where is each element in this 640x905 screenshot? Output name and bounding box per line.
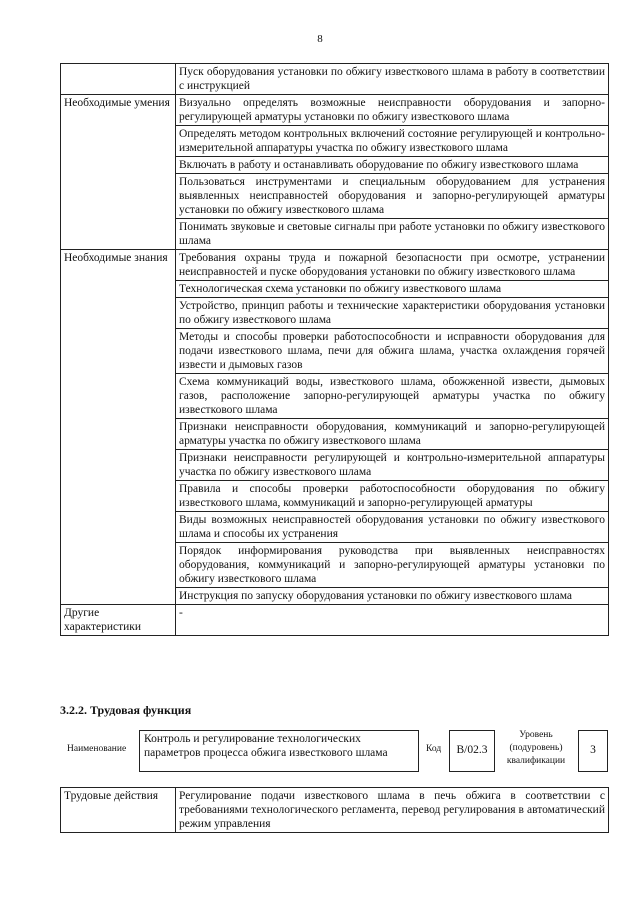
actions-label: Трудовые действия xyxy=(61,788,176,833)
table-row xyxy=(61,605,609,636)
actions-value: Регулирование подачи известкового шлама в печь обжига в соответствии с требованиями технологического регламента, перевод регулирования в автоматический режим управления xyxy=(176,788,609,833)
competency-table xyxy=(60,63,609,636)
knowledge-item: Технологическая схема установки по обжигу известкового шлама xyxy=(176,281,609,298)
knowledge-item: Признаки неисправности регулирующей и контрольно-измерительной аппаратуры участка по обжигу известкового шлама xyxy=(176,450,609,481)
table-row xyxy=(61,250,609,281)
knowledge-label: Необходимые знания xyxy=(61,250,176,605)
empty-label-cell xyxy=(61,64,176,95)
knowledge-item: Правила и способы проверки работоспособности оборудования по обжигу известкового шлама, коммуникаций и запорно-регулирующей арматуры xyxy=(176,481,609,512)
knowledge-item: Порядок информирования руководства при выявленных неисправностях оборудования, коммуникаций и запорно-регулирующей арматуры установки по обжигу известкового шлама xyxy=(176,543,609,588)
labor-actions-table xyxy=(60,787,609,833)
knowledge-item: Методы и способы проверки работоспособности и исправности оборудования для подачи известкового шлама, печи для обжига шлама, участка охлаждения горячей извести и дымовых газов xyxy=(176,329,609,374)
skill-item: Визуально определять возможные неисправности оборудования и запорно-регулирующей арматуры установки по обжигу известкового шлама xyxy=(176,95,609,126)
page-number: 8 xyxy=(317,33,323,45)
function-name-box: Контроль и регулирование технологических параметров процесса обжига известкового шлама xyxy=(139,730,419,772)
code-value-box: B/02.3 xyxy=(449,730,495,772)
continuation-item: Пуск оборудования установки по обжигу известкового шлама в работу в соответствии с инструкцией xyxy=(176,64,609,95)
knowledge-item: Инструкция по запуску оборудования установки по обжигу известкового шлама xyxy=(176,588,609,605)
section-heading: 3.2.2. Трудовая функция xyxy=(60,703,192,717)
skills-label: Необходимые умения xyxy=(61,95,176,250)
level-label: Уровень (подуровень) квалификации xyxy=(506,730,566,766)
table-row xyxy=(61,95,609,126)
table-row xyxy=(61,788,609,833)
skill-item: Определять методом контрольных включений состояние регулирующей и контрольно-измерительной аппаратуры участка по обжигу известкового шлама xyxy=(176,126,609,157)
table-row xyxy=(61,64,609,95)
name-label: Наименование xyxy=(67,744,127,754)
knowledge-item: Признаки неисправности оборудования, коммуникаций и запорно-регулирующей арматуры участка по обжигу известкового шлама xyxy=(176,419,609,450)
skill-item: Понимать звуковые и световые сигналы при работе установки по обжигу известкового шлама xyxy=(176,219,609,250)
knowledge-item: Виды возможных неисправностей оборудования установки по обжигу известкового шлама и способы их устранения xyxy=(176,512,609,543)
knowledge-item: Схема коммуникаций воды, известкового шлама, обожженной извести, дымовых газов, расположение запорно-регулирующей арматуры участка по обжигу известкового шлама xyxy=(176,374,609,419)
knowledge-item: Требования охраны труда и пожарной безопасности при осмотре, устранении неисправностей и пуске оборудования установки по обжигу известкового шлама xyxy=(176,250,609,281)
code-label: Код xyxy=(426,744,442,754)
skill-item: Включать в работу и останавливать оборудование по обжигу известкового шлама xyxy=(176,157,609,174)
level-value-box: 3 xyxy=(578,730,608,772)
skill-item: Пользоваться инструментами и специальным оборудованием для устранения выявленных неисправностей оборудования и запорно-регулирующей арматуры установки по обжигу известкового шлама xyxy=(176,174,609,219)
other-value: - xyxy=(176,605,609,636)
knowledge-item: Устройство, принцип работы и технические характеристики оборудования установки по обжигу известкового шлама xyxy=(176,298,609,329)
function-meta-row xyxy=(0,726,640,776)
other-label: Другие характеристики xyxy=(61,605,176,636)
